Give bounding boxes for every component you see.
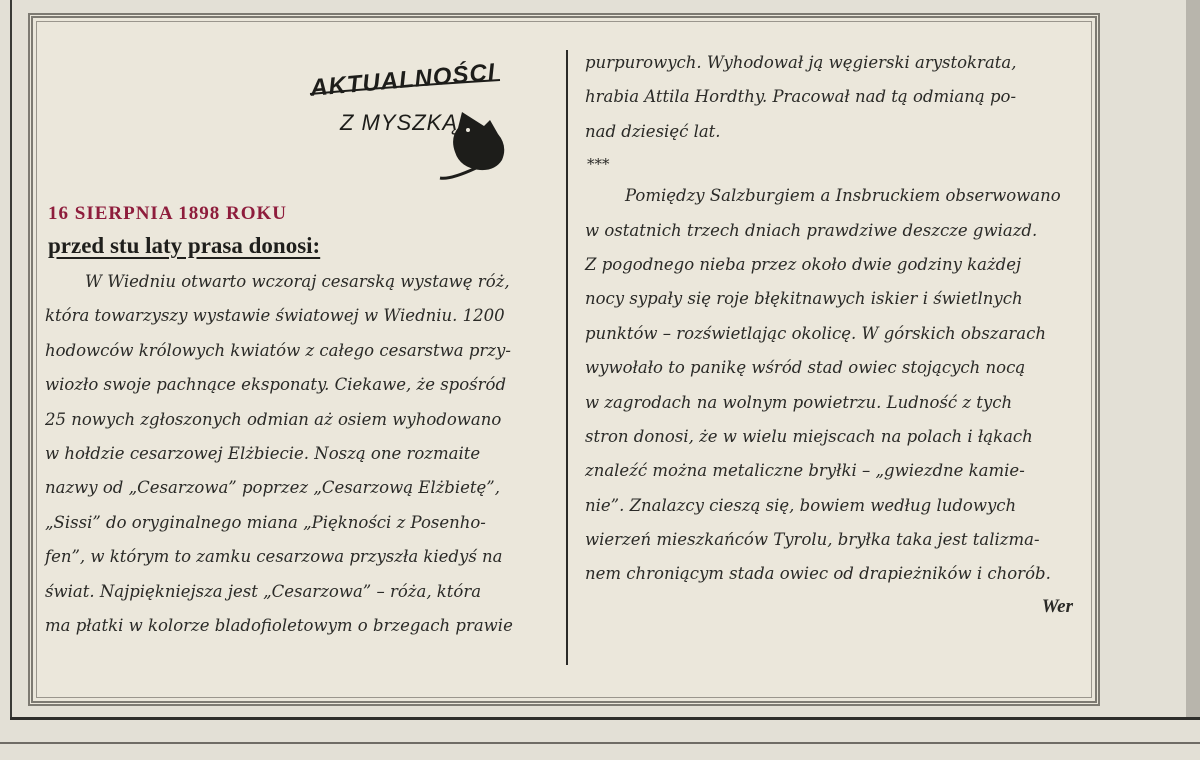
text-line: stron donosi, że w wielu miejscach na polach i łąkach bbox=[585, 426, 1033, 446]
logo-title: AKTUALNOŚCI bbox=[309, 58, 497, 102]
text-line: Pomiędzy Salzburgiem a Insbruckiem obserwowano bbox=[625, 186, 1061, 206]
page-edge bbox=[1186, 0, 1200, 720]
text-line: W Wiedniu otwarto wczoraj cesarską wystawę róż, bbox=[85, 272, 510, 291]
right-column bbox=[585, 46, 1085, 618]
text-line: nocy sypały się roje błękitnawych iskier i świetlnych bbox=[585, 289, 1023, 309]
left-column bbox=[45, 195, 555, 643]
text-line: wierzeń mieszkańców Tyrolu, bryłka taka jest talizma- bbox=[585, 530, 1040, 550]
column-divider bbox=[566, 50, 568, 665]
bottom-page-rule bbox=[10, 717, 1200, 720]
text-line: w ostatnich trzech dniach prawdziwe deszcze gwiazd. bbox=[585, 220, 1038, 240]
bottom-page-rule-secondary bbox=[0, 742, 1200, 744]
left-column-text bbox=[45, 265, 555, 643]
text-line: hrabia Attila Hordthy. Pracował nad tą odmianą po- bbox=[585, 87, 1017, 107]
text-line: „Sissi” do oryginalnego miana „Piękności z Posenho- bbox=[45, 512, 486, 532]
right-column-text-2 bbox=[585, 179, 1085, 592]
text-line: znaleźć można metaliczne bryłki – „gwiezdne kamie- bbox=[585, 461, 1025, 481]
text-line: wiozło swoje pachnące eksponaty. Ciekawe, że spośród bbox=[45, 375, 507, 395]
text-line: w hołdzie cesarzowej Elżbiecie. Noszą one rozmaite bbox=[45, 443, 481, 463]
article-headline: przed stu laty prasa donosi: bbox=[48, 233, 321, 258]
section-logo bbox=[290, 50, 520, 190]
text-line: fen”, w którym to zamku cesarzowa przyszła kiedyś na bbox=[45, 547, 503, 567]
right-column-text-1 bbox=[585, 46, 1085, 149]
text-line: świat. Najpiękniejsza jest „Cesarzowa” – róża, która bbox=[45, 581, 482, 601]
text-line: w zagrodach na wolnym powietrzu. Ludność z tych bbox=[585, 392, 1013, 412]
text-line: purpurowych. Wyhodował ją węgierski arystokrata, bbox=[585, 53, 1017, 72]
text-line: 25 nowych zgłoszonych odmian aż osiem wyhodowano bbox=[45, 409, 502, 429]
text-line: nad dziesięć lat. bbox=[585, 121, 721, 141]
left-page-rule bbox=[10, 0, 12, 720]
text-line: wywołało to panikę wśród stad owiec stojących nocą bbox=[585, 358, 1026, 378]
text-line: Z pogodnego nieba przez około dwie godziny każdej bbox=[585, 254, 1022, 274]
text-line: która towarzyszy wystawie światowej w Wiedniu. 1200 bbox=[45, 306, 505, 326]
text-line: nem chroniącym stada owiec od drapieżników i chorób. bbox=[585, 564, 1051, 584]
text-line: punktów – rozświetlając okolicę. W górskich obszarach bbox=[585, 323, 1047, 343]
text-line: nazwy od „Cesarzowa” poprzez „Cesarzową Elżbietę”, bbox=[45, 478, 500, 498]
text-line: nie”. Znalazcy cieszą się, bowiem według ludowych bbox=[585, 495, 1017, 515]
author-signature: Wer bbox=[1041, 595, 1073, 617]
logo-subtitle: Z MYSZKĄ bbox=[340, 110, 459, 135]
section-separator: *** bbox=[587, 155, 610, 174]
text-line: hodowców królowych kwiatów z całego cesarstwa przy- bbox=[45, 340, 511, 360]
article-date: 16 SIERPNIA 1898 ROKU bbox=[48, 203, 287, 224]
text-line: ma płatki w kolorze bladofioletowym o brzegach prawie bbox=[45, 615, 513, 635]
